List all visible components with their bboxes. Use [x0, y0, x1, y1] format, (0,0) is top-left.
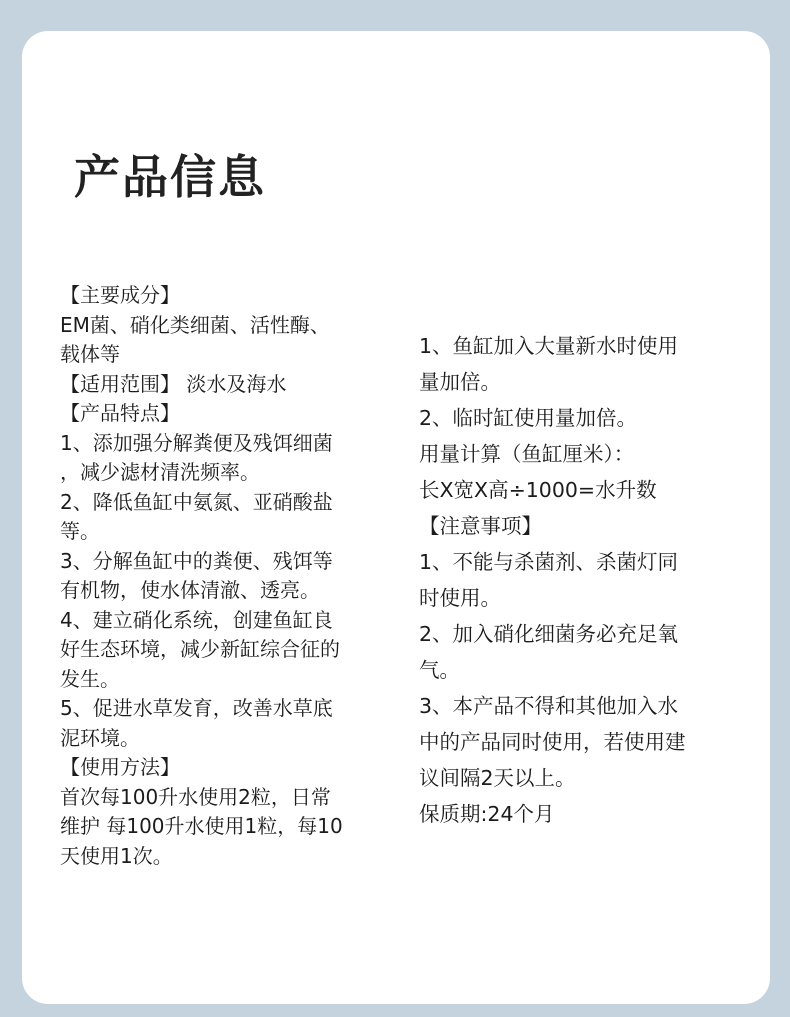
text-line: 发生。: [60, 666, 120, 691]
text-line: 维护 每100升水使用1粒，每10: [60, 814, 343, 838]
text-line: 4、建立硝化系统，创建鱼缸良: [60, 607, 333, 632]
text-line: 【使用方法】: [60, 755, 180, 779]
page-title: 产品信息: [74, 150, 266, 204]
text-line: 长X宽X高÷1000=水升数: [419, 478, 657, 502]
text-line: 3、本产品不得和其他加入水: [419, 694, 679, 718]
text-line: 中的产品同时使用，若使用建: [419, 730, 686, 754]
left-column: [60, 281, 400, 871]
text-line: 2、临时缸使用量加倍。: [419, 406, 638, 430]
text-line: 气。: [419, 658, 460, 682]
text-line: EM菌、硝化类细菌、活性酶、: [60, 312, 330, 337]
text-line: ，减少滤材清洗频率。: [60, 460, 260, 484]
text-line: 有机物，使水体清澈、透亮。: [60, 578, 320, 602]
text-line: 【适用范围】 淡水及海水: [60, 371, 287, 396]
text-line: 1、不能与杀菌剂、杀菌灯同: [419, 550, 679, 574]
text-line: 用量计算（鱼缸厘米）：: [419, 442, 635, 466]
text-line: 5、促进水草发育，改善水草底: [60, 696, 333, 720]
right-column: [419, 328, 749, 832]
text-line: 泥环境。: [60, 725, 140, 750]
text-line: 1、添加强分解粪便及残饵细菌: [60, 430, 333, 455]
text-line: 保质期:24个月: [419, 802, 555, 826]
text-line: 【主要成分】: [60, 283, 180, 307]
text-line: 载体等: [60, 342, 120, 366]
text-line: 1、鱼缸加入大量新水时使用: [419, 334, 679, 358]
info-card: [22, 31, 770, 1004]
text-line: 量加倍。: [419, 370, 501, 394]
text-line: 首次每100升水使用2粒，日常: [60, 784, 331, 809]
text-line: 天使用1次。: [60, 843, 173, 868]
text-line: 3、分解鱼缸中的粪便、残饵等: [60, 548, 333, 573]
text-line: 2、降低鱼缸中氨氮、亚硝酸盐: [60, 489, 333, 514]
text-line: 议间隔2天以上。: [419, 766, 576, 790]
text-line: 时使用。: [419, 586, 501, 610]
text-line: 好生态环境，减少新缸综合征的: [60, 637, 340, 661]
text-line: 【产品特点】: [60, 401, 180, 425]
text-line: 2、加入硝化细菌务必充足氧: [419, 622, 679, 646]
text-line: 等。: [60, 519, 100, 543]
text-line: 【注意事项】: [419, 514, 542, 538]
